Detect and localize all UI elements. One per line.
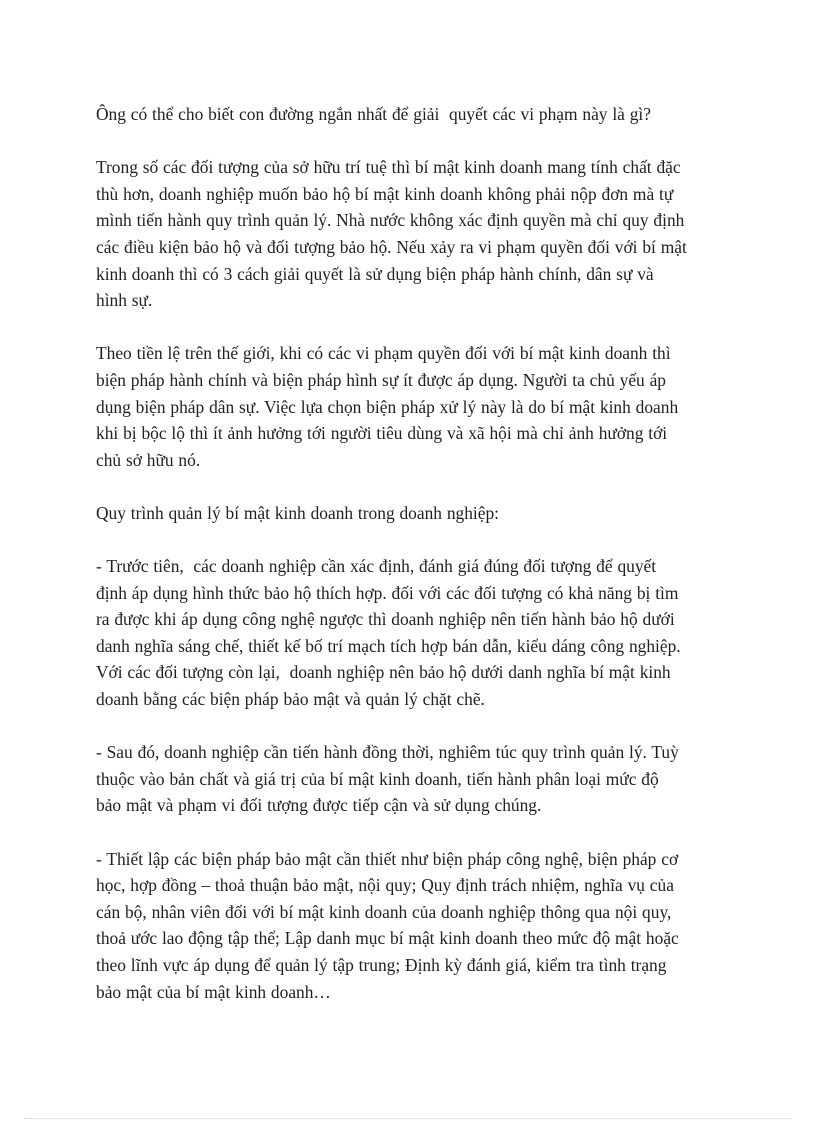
document-body (96, 101, 726, 1032)
paragraph-process-heading: Quy trình quản lý bí mật kinh doanh trong doanh nghiệp: (96, 502, 499, 523)
page-footer-divider (24, 1118, 792, 1119)
paragraph-step-security: - Thiết lập các biện pháp bảo mật cần thiết như biện pháp công nghệ, biện pháp cơ học, hợp đồng – thoả thuận bảo mật, nội quy; Quy định trách nhiệm, nghĩa vụ của cán bộ, nhân viên đối với bí mật kinh doanh của doanh nghiệp thông qua nội quy, thoả ước lao động tập thể; Lập danh mục bí mật kinh doanh theo mức độ mật hoặc theo lĩnh vực áp dụng để quản lý tập trung; Định kỳ đánh giá, kiểm tra tình trạng bảo mật của bí mật kinh doanh… (96, 848, 679, 1002)
paragraph-precedent: Theo tiền lệ trên thế giới, khi có các vi phạm quyền đối với bí mật kinh doanh thì biện pháp hành chính và biện pháp hình sự ít được áp dụng. Người ta chủ yếu áp dụng biện pháp dân sự. Việc lựa chọn biện pháp xử lý này là do bí mật kinh doanh khi bị bộc lộ thì ít ảnh hưởng tới người tiêu dùng và xã hội mà chỉ ảnh hưởng tới chủ sở hữu nó. (96, 343, 679, 470)
paragraph-step-first: - Trước tiên, các doanh nghiệp cần xác định, đánh giá đúng đối tượng để quyết định áp dụng hình thức bảo hộ thích hợp. đối với các đối tượng có khả năng bị tìm ra được khi áp dụng công nghệ ngược thì doanh nghiệp nên tiến hành bảo hộ dưới danh nghĩa sáng chế, thiết kế bố trí mạch tích hợp bán dẫn, kiểu dáng công nghiệp. Với các đối tượng còn lại, doanh nghiệp nên bảo hộ dưới danh nghĩa bí mật kinh doanh bằng các biện pháp bảo mật và quản lý chặt chẽ. (96, 556, 681, 710)
paragraph-question: Ông có thể cho biết con đường ngắn nhất để giải quyết các vi phạm này là gì? (96, 104, 651, 124)
paragraph-step-then: - Sau đó, doanh nghiệp cần tiến hành đồng thời, nghiêm túc quy trình quản lý. Tuỳ thuộc vào bản chất và giá trị của bí mật kinh doanh, tiến hành phân loại mức độ bảo mật và phạm vi đối tượng được tiếp cận và sử dụng chúng. (96, 742, 679, 816)
paragraph-intro: Trong số các đối tượng của sở hữu trí tuệ thì bí mật kinh doanh mang tính chất đặc thù hơn, doanh nghiệp muốn bảo hộ bí mật kinh doanh không phải nộp đơn mà tự mình tiến hành quy trình quản lý. Nhà nước không xác định quyền mà chỉ quy định các điều kiện bảo hộ và đối tượng bảo hộ. Nếu xảy ra vi phạm quyền đối với bí mật kinh doanh thì có 3 cách giải quyết là sử dụng biện pháp hành chính, dân sự và hình sự. (96, 157, 687, 311)
